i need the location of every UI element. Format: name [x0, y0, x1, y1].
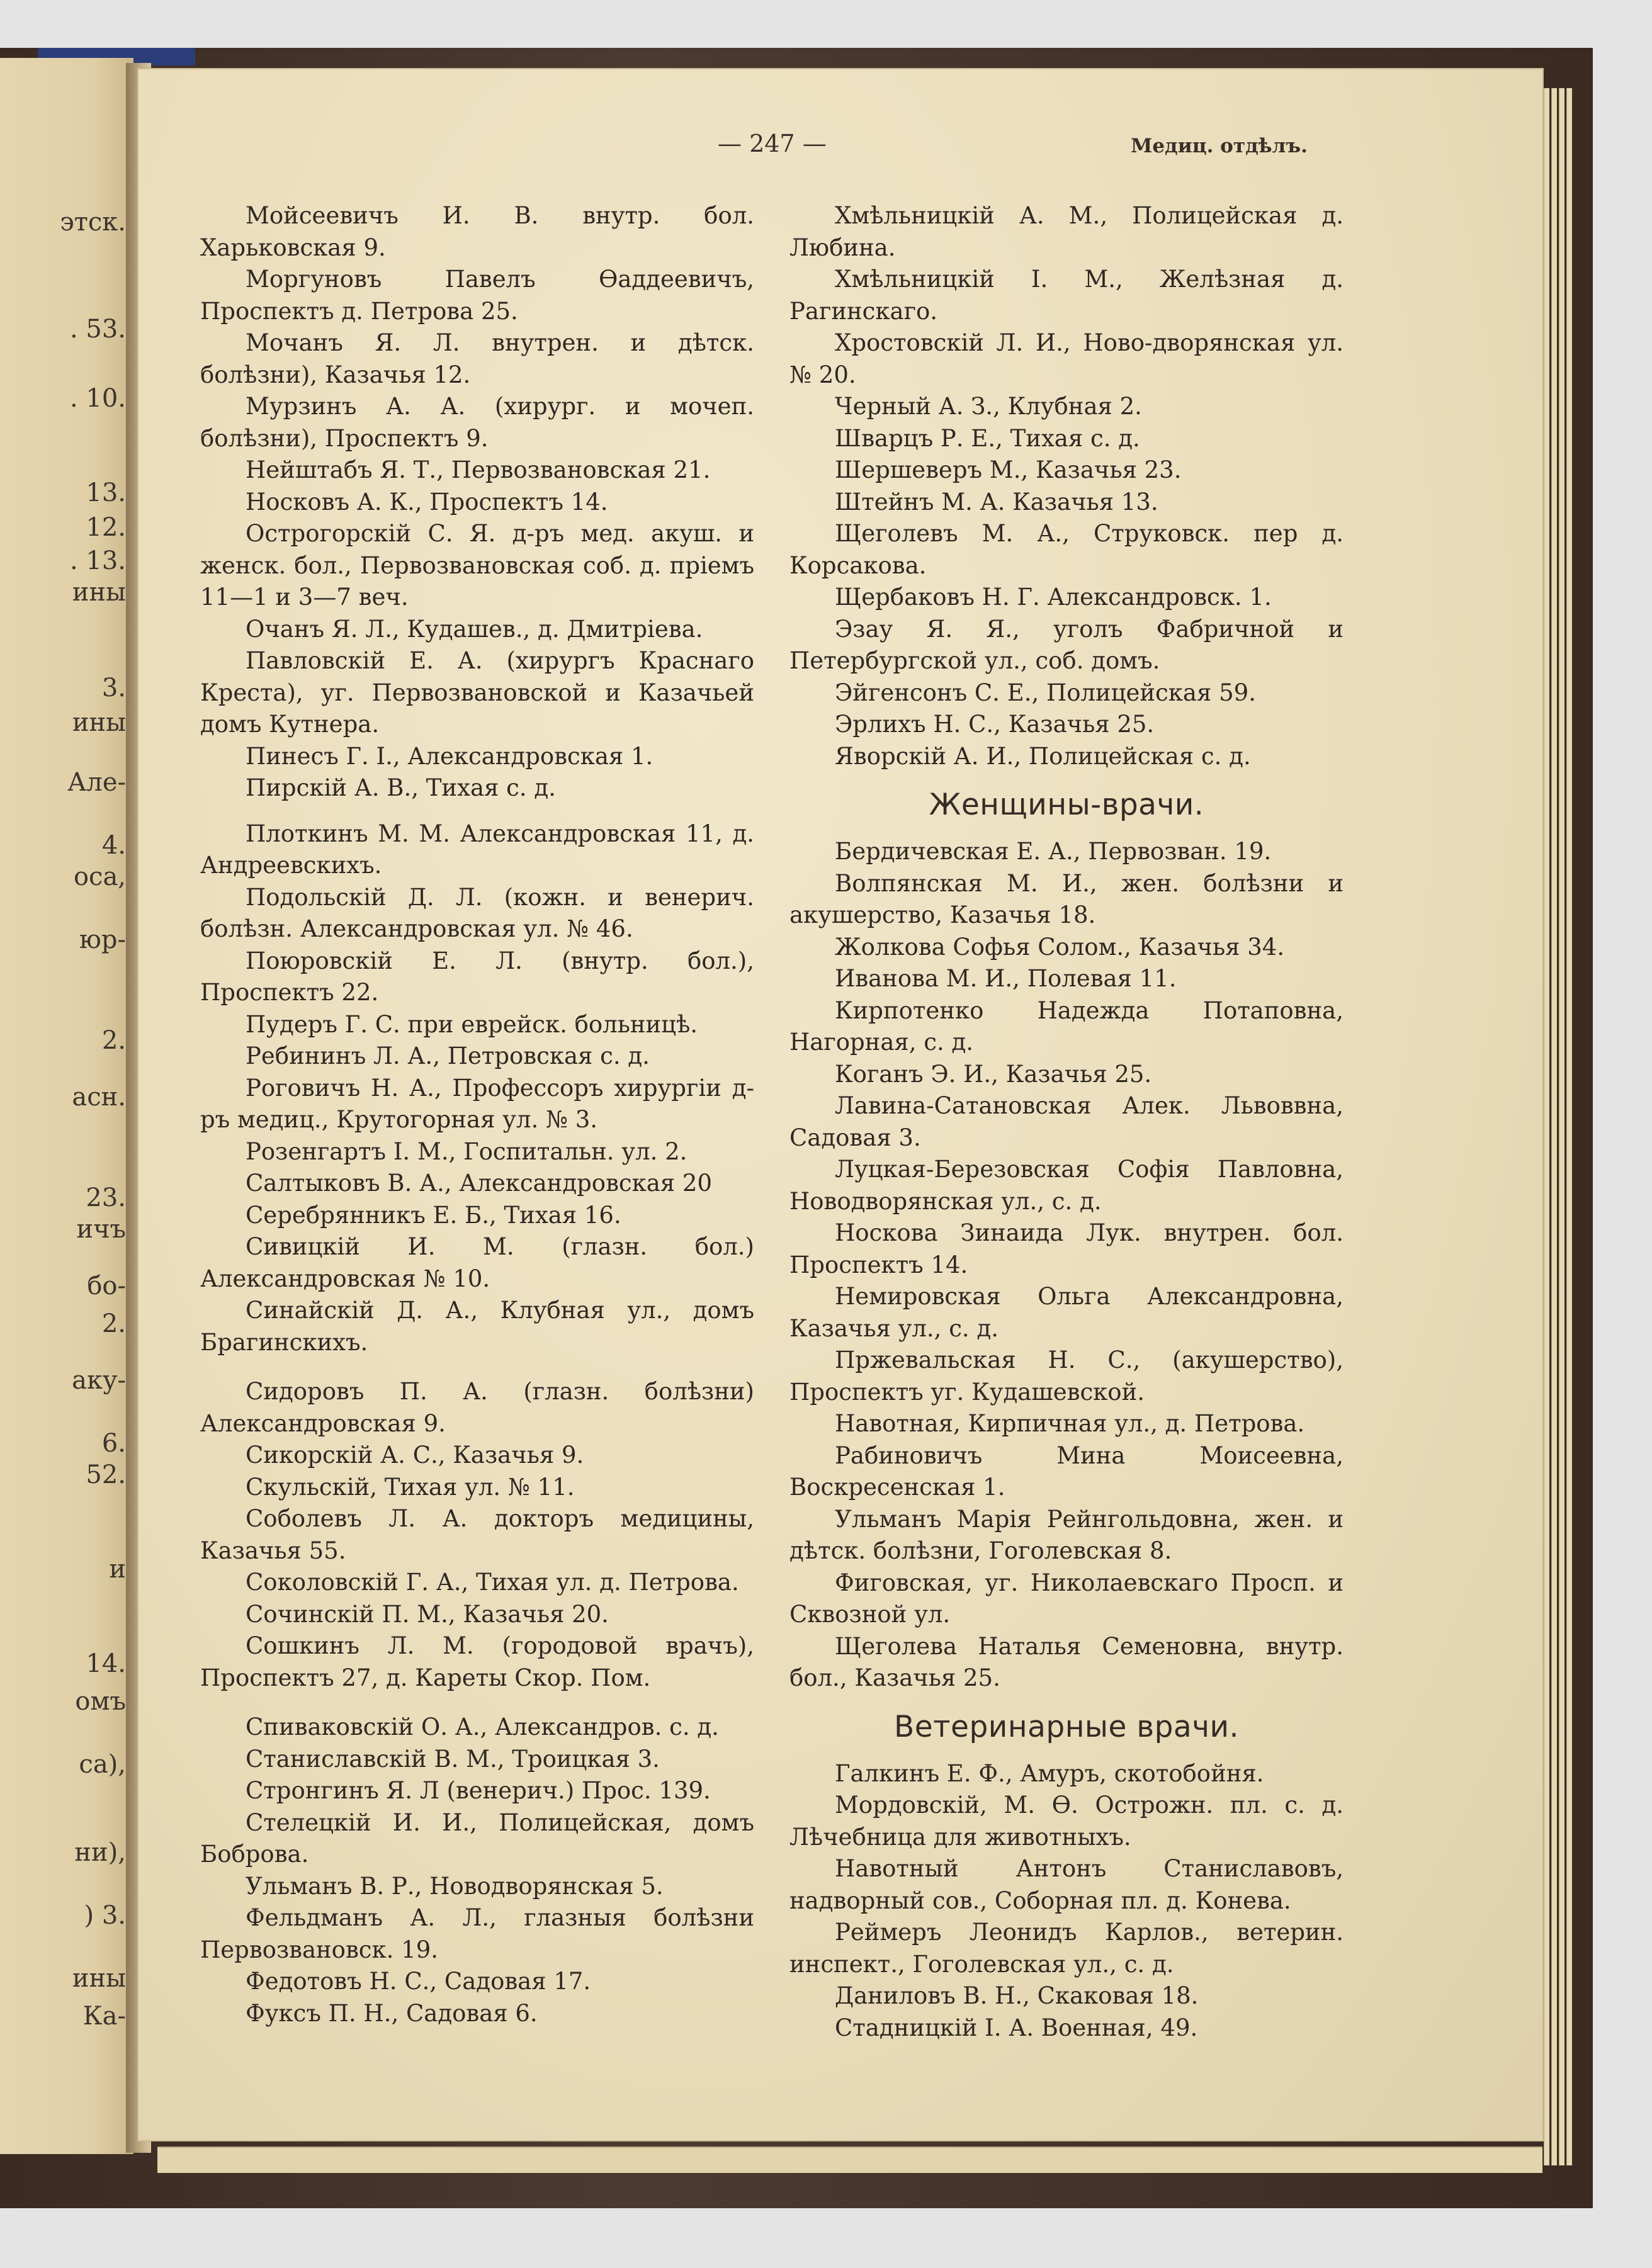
list-item: Соколовскій Г. А., Тихая ул. д. Петрова.: [246, 1569, 739, 1596]
list-item: Галкинъ Е. Ф., Амуръ, скотобойня.: [835, 1759, 1264, 1787]
list-item: Хмѣльницкій І. М., Желѣзная д. Рагинскаго.: [789, 266, 1344, 325]
list-item: Очанъ Я. Л., Кудашев., д. Дмитріева.: [246, 615, 703, 643]
list-item: Сошкинъ Л. М. (городовой врачъ), Проспектъ 27, д. Кареты Скор. Пом.: [200, 1632, 754, 1691]
list-item: Щеголевъ М. А., Струковск. пер д. Корсакова.: [789, 520, 1344, 579]
previous-page-fragment: 2.: [101, 1309, 126, 1338]
list-item: Шершеверъ М., Казачья 23.: [835, 456, 1182, 483]
right-column: [789, 200, 1344, 2044]
list-item: Носкова Зинаида Лук. внутрен. бол. Проспектъ 14.: [789, 1219, 1344, 1278]
list-item: Розенгартъ І. М., Госпитальн. ул. 2.: [246, 1137, 687, 1165]
page-edge: [1559, 88, 1564, 2165]
previous-page-fragment: бо-: [87, 1272, 126, 1300]
page-bottom-edge: [157, 2147, 1542, 2173]
list-item: Пинесъ Г. І., Александровская 1.: [246, 742, 653, 770]
previous-page-fragment: ины: [72, 578, 126, 607]
list-item: Серебрянникъ Е. Б., Тихая 16.: [246, 1201, 621, 1229]
list-item: Черный А. З., Клубная 2.: [835, 393, 1142, 420]
list-item: Павловскій Е. А. (хирургъ Краснаго Креста), уг. Первозвановской и Казачьей домъ Кутнера.: [200, 647, 754, 738]
list-item: Сикорскій А. С., Казачья 9.: [246, 1441, 584, 1469]
list-item: Стадницкій І. А. Военная, 49.: [835, 2014, 1198, 2041]
list-item: Фиговская, уг. Николаевскаго Просп. и Сквозной ул.: [789, 1569, 1344, 1628]
list-item: Сидоровъ П. А. (глазн. болѣзни) Александровская 9.: [200, 1378, 754, 1437]
list-item: Рабиновичъ Мина Моисеевна, Воскресенская 1.: [789, 1441, 1344, 1501]
list-item: Кирпотенко Надежда Потаповна, Нагорная, с. д.: [789, 996, 1344, 1056]
list-item: Реймеръ Леонидъ Карлов., ветерин. инспект., Гоголевская ул., с. д.: [789, 1919, 1344, 1978]
list-item: Синайскій Д. А., Клубная ул., домъ Брагинскихъ.: [200, 1297, 754, 1356]
list-item: Даниловъ В. Н., Скаковая 18.: [835, 1982, 1199, 2009]
list-item: Нейштабъ Я. Т., Первозвановская 21.: [246, 456, 711, 483]
list-item: Мордовскій, М. Ѳ. Острожн. пл. с. д. Лѣчебница для животныхъ.: [789, 1791, 1344, 1851]
previous-page-fragment: 12.: [86, 513, 126, 542]
list-item: Пржевальская Н. С., (акушерство), Проспектъ уг. Кудашевской.: [789, 1346, 1344, 1406]
list-item: Ульманъ Марія Рейнгольдовна, жен. и дѣтск. болѣзни, Гоголевская 8.: [789, 1505, 1344, 1564]
list-item: Соболевъ Л. А. докторъ медицины, Казачья 55.: [200, 1505, 754, 1564]
list-item: Лавина-Сатановская Алек. Львоввна, Садовая 3.: [789, 1092, 1344, 1151]
list-item: Салтыковъ В. А., Александровская 20: [246, 1170, 712, 1197]
list-item: Луцкая-Березовская Софія Павловна, Новодворянская ул., с. д.: [789, 1156, 1344, 1215]
previous-page-fragment: . 10.: [69, 384, 126, 413]
list-item: Стелецкій И. И., Полицейская, домъ Боброва.: [200, 1808, 754, 1868]
list-item: Бердичевская Е. А., Первозван. 19.: [835, 838, 1272, 865]
previous-page-fragment: юр-: [79, 925, 126, 954]
list-item: Эзау Я. Я., уголъ Фабричной и Петербургской ул., соб. домъ.: [789, 615, 1344, 674]
previous-page-fragment: 6.: [101, 1429, 126, 1458]
page-edge: [1544, 88, 1549, 2165]
list-item: Скульскій, Тихая ул. № 11.: [246, 1473, 575, 1501]
list-item: Хростовскій Л. И., Ново-дворянская ул. № 20.: [789, 329, 1344, 388]
page-edge: [1566, 88, 1572, 2165]
list-item: Подольскій Д. Л. (кожн. и венерич. болѣзн. Александровская ул. № 46.: [200, 883, 754, 942]
list-item: Поюровскій Е. Л. (внутр. бол.), Проспектъ 22.: [200, 947, 754, 1006]
list-item: Эйгенсонъ С. Е., Полицейская 59.: [835, 679, 1256, 706]
list-item: Шварцъ Р. Е., Тихая с. д.: [835, 424, 1140, 452]
page-edge: [1551, 88, 1557, 2165]
previous-page-fragment: са),: [79, 1750, 126, 1779]
left-column: [200, 200, 754, 2029]
section-heading-women-doctors: Женщины-врачи.: [929, 787, 1204, 822]
list-item: Эрлихъ Н. С., Казачья 25.: [835, 711, 1155, 738]
previous-page-fragment: 52.: [86, 1460, 126, 1489]
list-item: Мойсеевичъ И. В. внутр. бол. Харьковская 9.: [200, 202, 754, 261]
previous-page-fragment: 23.: [86, 1183, 126, 1212]
previous-page-fragment: ины: [72, 708, 126, 737]
list-item: Плоткинъ М. М. Александровская 11, д. Андреевскихъ.: [200, 820, 754, 879]
previous-page-fragment: ) 3.: [84, 1901, 126, 1930]
list-item: Коганъ Э. И., Казачья 25.: [835, 1060, 1152, 1088]
previous-page-fragment: 13.: [86, 478, 126, 507]
section-heading-veterinarians: Ветеринарные врачи.: [894, 1709, 1239, 1744]
list-item: Волпянская М. И., жен. болѣзни и акушерство, Казачья 18.: [789, 869, 1344, 928]
previous-page-fragment: 14.: [86, 1649, 126, 1678]
list-item: Сочинскій П. М., Казачья 20.: [246, 1600, 609, 1628]
previous-page-fragment: . 13.: [69, 546, 126, 575]
list-item: Острогорскій С. Я. д-ръ мед. акуш. и женск. бол., Первозвановская соб. д. пріемъ 11—1 и 3—7 веч.: [200, 520, 754, 611]
list-item: Хмѣльницкій А. М., Полицейская д. Любина.: [789, 202, 1344, 261]
list-item: Сивицкій И. М. (глазн. бол.) Александровская № 10.: [200, 1233, 754, 1292]
list-item: Федотовъ Н. С., Садовая 17.: [246, 1968, 591, 1995]
previous-page-edge: [0, 58, 133, 2154]
list-item: Пудеръ Г. С. при еврейск. больницѣ.: [246, 1010, 698, 1038]
list-item: Щеголева Наталья Семеновна, внутр. бол., Казачья 25.: [789, 1632, 1344, 1691]
previous-page-fragment: Ка-: [82, 2002, 126, 2031]
previous-page-fragment: 3.: [101, 674, 126, 702]
previous-page-fragment: ни),: [74, 1838, 126, 1867]
list-item: Щербаковъ Н. Г. Александровск. 1.: [835, 584, 1272, 611]
previous-page-fragment: этск.: [60, 208, 126, 237]
list-item: Мурзинъ А. А. (хирург. и мочеп. болѣзни), Проспектъ 9.: [200, 393, 754, 452]
list-item: Ульманъ В. Р., Новодворянская 5.: [246, 1872, 664, 1900]
list-item: Роговичъ Н. А., Профессоръ хирургіи д-ръ медиц., Крутогорная ул. № 3.: [200, 1074, 754, 1133]
list-item: Мочанъ Я. Л. внутрен. и дѣтск. болѣзни), Казачья 12.: [200, 329, 754, 388]
list-item: Жолкова Софья Солом., Казачья 34.: [835, 933, 1285, 961]
list-item: Носковъ А. К., Проспектъ 14.: [246, 488, 608, 516]
previous-page-fragment: 4.: [101, 831, 126, 860]
list-item: Немировская Ольга Александровна, Казачья ул., с. д.: [789, 1283, 1344, 1342]
list-item: Ребининъ Л. А., Петровская с. д.: [246, 1042, 650, 1069]
list-item: Штейнъ М. А. Казачья 13.: [835, 488, 1158, 516]
previous-page-fragment: ичъ: [76, 1215, 126, 1244]
previous-page-fragment: . 53.: [69, 315, 126, 344]
list-item: Фуксъ П. Н., Садовая 6.: [246, 1999, 538, 2027]
previous-page-fragment: ины: [72, 1964, 126, 1993]
list-item: Пирскій А. В., Тихая с. д.: [246, 774, 556, 801]
list-item: Станиславскій В. М., Троицкая 3.: [246, 1745, 660, 1773]
list-item: Навотный Антонъ Станиславовъ, надворный сов., Соборная пл. д. Конева.: [789, 1855, 1344, 1914]
list-item: Навотная, Кирпичная ул., д. Петрова.: [835, 1410, 1305, 1437]
list-item: Иванова М. И., Полевая 11.: [835, 965, 1177, 992]
previous-page-fragment: 2.: [101, 1026, 126, 1055]
list-item: Спиваковскій О. А., Александров. с. д.: [246, 1713, 719, 1740]
list-item: Стронгинъ Я. Л (венерич.) Прос. 139.: [246, 1777, 711, 1804]
list-item: Фельдманъ А. Л., глазныя болѣзни Первозвановск. 19.: [200, 1904, 754, 1963]
running-header: Медиц. отдѣлъ.: [1131, 135, 1308, 157]
previous-page-fragment: и: [109, 1555, 126, 1584]
previous-page-fragment: оса,: [73, 862, 126, 891]
previous-page-fragment: аку-: [72, 1366, 126, 1395]
previous-page-fragment: асн.: [72, 1083, 126, 1112]
list-item: Моргуновъ Павелъ Ѳаддеевичъ, Проспектъ д. Петрова 25.: [200, 266, 754, 325]
page-number: — 247 —: [718, 130, 827, 157]
previous-page-fragment: омъ: [75, 1687, 126, 1716]
previous-page-fragment: Але-: [67, 768, 126, 797]
list-item: Яворскій А. И., Полицейская с. д.: [835, 742, 1251, 770]
